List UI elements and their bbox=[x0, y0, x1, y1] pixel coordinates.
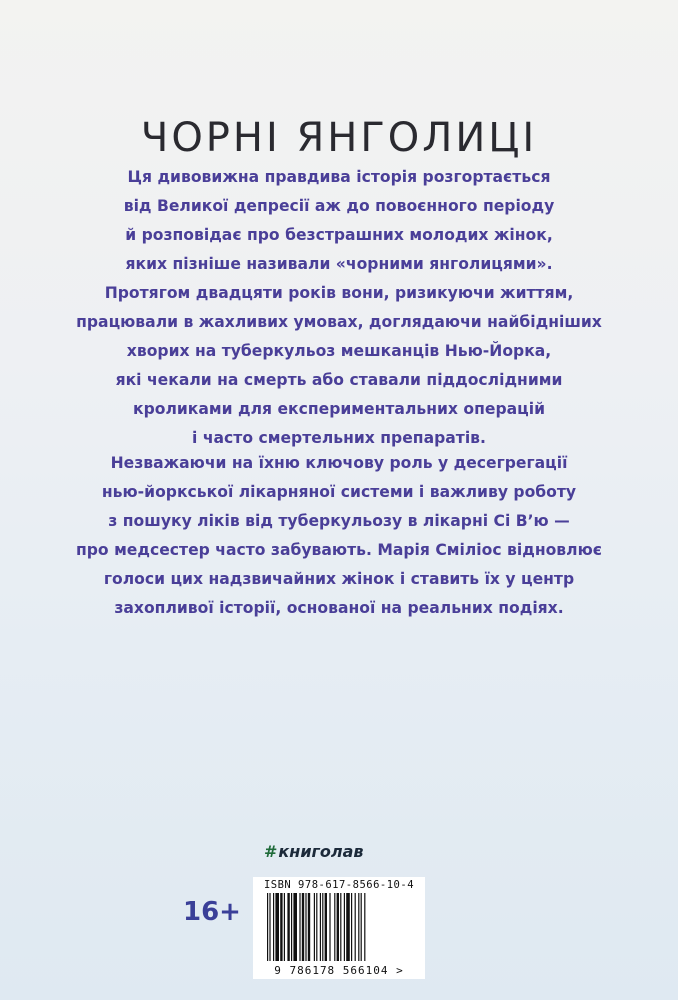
barcode-stripe bbox=[299, 893, 300, 961]
paragraph-line: хворих на туберкульоз мешканців Нью-Йорка, bbox=[126, 342, 552, 360]
barcode-stripe bbox=[305, 893, 306, 961]
paragraph-line: кроликами для експериментальних операцій bbox=[132, 400, 546, 418]
barcode-stripe bbox=[284, 893, 285, 961]
paragraph-line: нью-йоркської лікарняної системи і важливу роботу bbox=[101, 483, 577, 501]
barcode-stripe bbox=[337, 893, 339, 961]
barcode-stripe bbox=[275, 893, 279, 961]
barcode-stripe bbox=[291, 893, 292, 961]
paragraph-line: працювали в жахливих умовах, доглядаючи найбідніших bbox=[76, 313, 602, 331]
barcode-stripe bbox=[308, 893, 310, 961]
barcode-stripe bbox=[358, 893, 359, 961]
paragraph-line: з пошуку ліків від туберкульозу в лікарні Сі В’ю — bbox=[108, 512, 570, 530]
description-paragraph-1 bbox=[60, 163, 618, 453]
barcode-stripe bbox=[287, 893, 289, 961]
paragraph-line: які чекали на смерть або ставали піддослідними bbox=[115, 371, 563, 389]
book-title: ЧОРНІ ЯНГОЛИЦІ bbox=[140, 114, 538, 161]
publisher-logo bbox=[264, 842, 364, 861]
barcode-stripe bbox=[361, 893, 362, 961]
paragraph-line: й розповідає про безстрашних молодих жінок, bbox=[125, 226, 553, 244]
barcode-stripe bbox=[273, 893, 274, 961]
paragraph-line: про медсестер часто забувають. Марія Сміліос відновлює bbox=[75, 541, 602, 559]
paragraph-line: Незважаючи на їхню ключову роль у десегрегації bbox=[110, 454, 568, 472]
hash-icon: # bbox=[264, 842, 278, 861]
paragraph-line: від Великої депресії аж до повоєнного періоду bbox=[123, 197, 555, 215]
barcode-stripe bbox=[346, 893, 350, 961]
barcode-stripe bbox=[340, 893, 341, 961]
barcode-number: 9 786178 566104 > bbox=[253, 964, 425, 977]
barcode-stripe bbox=[334, 893, 335, 961]
barcode-stripe bbox=[280, 893, 282, 961]
barcode-stripe bbox=[314, 893, 315, 961]
barcode-stripe bbox=[355, 893, 356, 961]
paragraph-line: голоси цих надзвичайних жінок і ставить їх у центр bbox=[103, 570, 575, 588]
isbn-barcode bbox=[253, 877, 425, 979]
paragraph-line: захопливої історії, основаної на реальних подіях. bbox=[114, 599, 564, 617]
barcode-stripe bbox=[325, 893, 327, 961]
paragraph-line: яких пізніше називали «чорними янголицями». bbox=[125, 255, 553, 273]
paragraph-line: Ця дивовижна правдива історія розгортається bbox=[127, 168, 551, 186]
barcode-stripe bbox=[293, 893, 297, 961]
barcode-stripe bbox=[320, 893, 321, 961]
age-rating-badge: 16+ bbox=[183, 897, 241, 927]
barcode-stripe bbox=[302, 893, 304, 961]
barcode-stripe bbox=[267, 893, 268, 961]
barcode-stripe bbox=[329, 893, 330, 961]
barcode-stripe bbox=[269, 893, 270, 961]
barcode-stripe bbox=[322, 893, 323, 961]
barcode-stripe bbox=[364, 893, 365, 961]
barcode-stripe bbox=[351, 893, 352, 961]
barcode-stripe bbox=[316, 893, 317, 961]
paragraph-line: Протягом двадцяти років вони, ризикуючи життям, bbox=[104, 284, 574, 302]
description-paragraph-2 bbox=[60, 449, 618, 623]
paragraph-line: і часто смертельних препаратів. bbox=[192, 429, 486, 447]
barcode-stripe bbox=[344, 893, 345, 961]
isbn-label: ISBN 978-617-8566-10-4 bbox=[263, 879, 415, 891]
barcode-bars bbox=[265, 893, 415, 961]
publisher-name: книголав bbox=[278, 842, 364, 861]
